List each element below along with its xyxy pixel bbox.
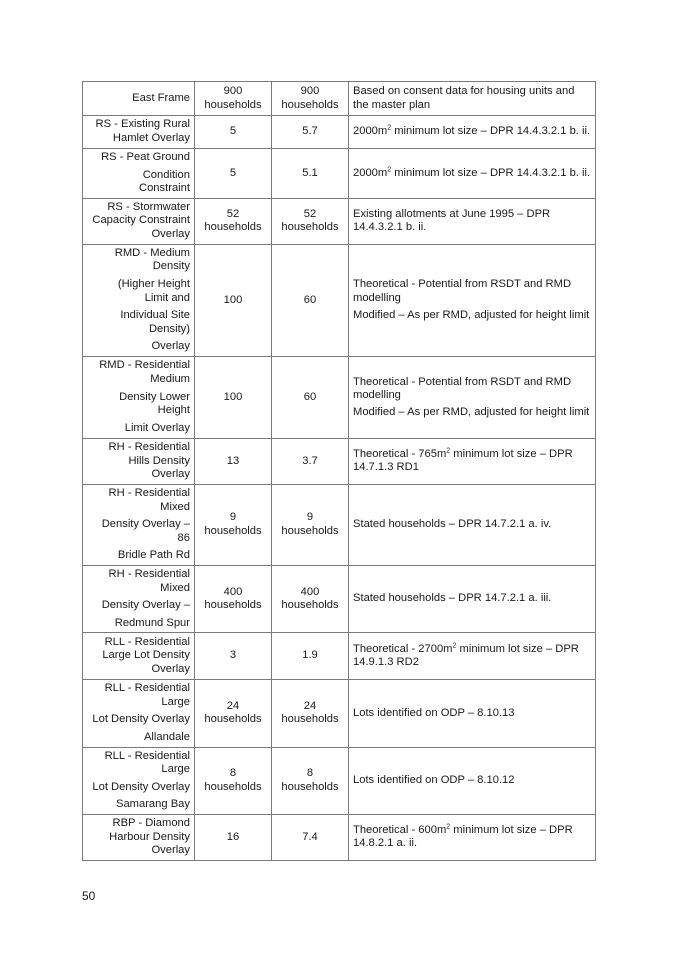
zone-line: 86	[177, 531, 190, 544]
modified-cell	[272, 633, 349, 680]
notes-cell	[349, 356, 596, 438]
notes-cell	[349, 565, 596, 632]
notes-cell	[349, 747, 596, 814]
zone-line: RS - Stormwater	[107, 200, 190, 213]
value-line: households	[204, 221, 262, 234]
table-row	[83, 815, 596, 861]
zone-line: Density	[152, 260, 190, 273]
table-row	[83, 484, 596, 565]
superscript: 2	[387, 165, 392, 173]
superscript: 2	[387, 124, 392, 132]
value-line: 60	[303, 293, 317, 306]
zone-line: RH - Residential	[108, 567, 190, 580]
potential-cell	[195, 116, 272, 149]
zone-cell	[83, 438, 195, 484]
value-line: households	[281, 524, 339, 537]
value-line: 7.4	[302, 830, 318, 843]
zone-line: (Higher Height	[117, 277, 190, 290]
note-paragraph	[353, 774, 591, 788]
zone-cell	[83, 484, 195, 565]
value-line: households	[204, 780, 262, 793]
zone-cell	[83, 244, 195, 356]
zone-line: Lot Density Overlay	[92, 780, 190, 793]
value-line: households	[204, 713, 262, 726]
zone-line: Condition	[142, 168, 190, 181]
superscript: 2	[452, 641, 457, 649]
note-text: Theoretical - 600m	[353, 823, 447, 836]
zone-cell	[83, 747, 195, 814]
potential-cell	[195, 680, 272, 747]
zone-line: Samarang Bay	[115, 798, 190, 811]
note-paragraph	[353, 309, 591, 323]
potential-cell	[195, 149, 272, 199]
modified-cell	[272, 82, 349, 116]
note-text: Modified – As per RMD, adjusted for height limit	[353, 405, 590, 418]
value-line: households	[281, 98, 339, 111]
note-paragraph	[353, 85, 591, 112]
note-paragraph	[353, 376, 591, 403]
note-paragraph	[353, 125, 591, 139]
zone-density-table	[82, 81, 596, 861]
zone-line: Overlay	[151, 663, 190, 676]
zone-line: Overlay	[151, 228, 190, 241]
zone-line: RMD - Medium	[114, 246, 190, 259]
zone-line: Density Lower	[119, 390, 190, 403]
zone-line: Redmund Spur	[114, 616, 190, 629]
zone-line: Hills Density	[128, 454, 190, 467]
note-text: Lots identified on ODP – 8.10.12	[353, 774, 515, 787]
modified-cell	[272, 680, 349, 747]
modified-cell	[272, 244, 349, 356]
note-paragraph	[353, 278, 591, 305]
note-text: Theoretical - 765m	[353, 447, 447, 460]
value-line: 3	[229, 649, 237, 662]
zone-line: Constraint	[139, 182, 190, 195]
value-line: households	[204, 599, 262, 612]
value-line: 24	[226, 699, 240, 712]
zone-line: Height	[157, 404, 190, 417]
value-line: 5	[229, 125, 237, 138]
value-line: households	[281, 713, 339, 726]
zone-line: Hamlet Overlay	[112, 132, 190, 144]
zone-line: RMD - Residential	[99, 359, 190, 372]
zone-cell	[83, 815, 195, 861]
value-line: 400	[300, 585, 320, 598]
value-line: 52	[226, 207, 240, 220]
zone-line: Bridle Path Rd	[117, 549, 190, 562]
value-line: households	[281, 599, 339, 612]
value-line: 3.7	[302, 454, 318, 467]
zone-line: Large	[161, 695, 190, 708]
table-row	[83, 356, 596, 438]
notes-cell	[349, 82, 596, 116]
note-paragraph	[353, 592, 591, 606]
zone-line: RLL - Residential	[104, 635, 190, 648]
value-line: 400	[223, 585, 243, 598]
page-number: 50	[82, 889, 96, 903]
potential-cell	[195, 438, 272, 484]
value-line: 100	[223, 390, 243, 403]
table-body	[83, 82, 596, 861]
note-text: Theoretical - 2700m	[353, 642, 453, 655]
note-text: Lots identified on ODP – 8.10.13	[353, 706, 515, 719]
note-text: minimum lot size – DPR 14.9.1.3 RD2	[353, 642, 579, 669]
zone-cell	[83, 633, 195, 680]
zone-line: Individual Site	[120, 309, 190, 322]
zone-line: Large Lot Density	[102, 649, 190, 662]
zone-line: Density)	[148, 322, 190, 335]
note-text: minimum lot size – DPR 14.7.1.3 RD1	[353, 447, 573, 474]
modified-cell	[272, 565, 349, 632]
potential-cell	[195, 356, 272, 438]
zone-line: Lot Density Overlay	[92, 713, 190, 726]
table-row	[83, 149, 596, 199]
zone-line: East Frame	[132, 91, 190, 104]
value-line: 5	[229, 166, 237, 179]
potential-cell	[195, 565, 272, 632]
note-text: Stated households – DPR 14.7.2.1 a. iii.	[353, 592, 552, 605]
modified-cell	[272, 747, 349, 814]
table-row	[83, 747, 596, 814]
notes-cell	[349, 633, 596, 680]
table-row	[83, 633, 596, 680]
zone-line: RH - Residential	[108, 441, 190, 454]
zone-line: RS - Existing Rural	[95, 118, 190, 131]
modified-cell	[272, 438, 349, 484]
superscript: 2	[446, 823, 451, 831]
notes-cell	[349, 198, 596, 244]
zone-line: Overlay	[151, 844, 190, 857]
note-paragraph	[353, 208, 591, 235]
note-paragraph	[353, 448, 591, 475]
table-row	[83, 438, 596, 484]
value-line: 52	[303, 207, 317, 220]
note-text: Theoretical - Potential from RSDT and RMD modelling	[353, 278, 572, 305]
value-line: 900	[300, 84, 320, 97]
table-row	[83, 565, 596, 632]
value-line: 900	[223, 84, 243, 97]
zone-line: RS - Peat Ground	[101, 151, 190, 163]
note-text: minimum lot size – DPR 14.4.3.2.1 b. ii.	[391, 125, 591, 138]
note-text: 2000m	[353, 166, 388, 179]
zone-line: Density Overlay –	[101, 518, 190, 531]
zone-line: Mixed	[160, 581, 190, 594]
zone-cell	[83, 680, 195, 747]
potential-cell	[195, 633, 272, 680]
zone-line: RLL - Residential	[104, 749, 190, 762]
modified-cell	[272, 484, 349, 565]
value-line: 5.7	[302, 125, 318, 138]
table-row	[83, 244, 596, 356]
notes-cell	[349, 149, 596, 199]
value-line: 5.1	[302, 166, 318, 179]
notes-cell	[349, 244, 596, 356]
modified-cell	[272, 356, 349, 438]
potential-cell	[195, 484, 272, 565]
zone-line: Limit and	[144, 291, 190, 304]
zone-cell	[83, 198, 195, 244]
value-line: 8	[229, 767, 237, 780]
note-paragraph	[353, 167, 591, 181]
zone-cell	[83, 116, 195, 149]
value-line: households	[281, 780, 339, 793]
potential-cell	[195, 244, 272, 356]
value-line: households	[204, 98, 262, 111]
note-text: minimum lot size – DPR 14.8.2.1 a. ii.	[353, 823, 573, 850]
notes-cell	[349, 680, 596, 747]
modified-cell	[272, 149, 349, 199]
zone-line: Medium	[150, 373, 190, 386]
zone-cell	[83, 565, 195, 632]
table-row	[83, 82, 596, 116]
zone-line: Harbour Density	[109, 830, 190, 843]
modified-cell	[272, 815, 349, 861]
notes-cell	[349, 484, 596, 565]
note-text: Theoretical - Potential from RSDT and RMD modelling	[353, 375, 572, 402]
notes-cell	[349, 116, 596, 149]
value-line: 16	[226, 830, 240, 843]
potential-cell	[195, 198, 272, 244]
value-line: households	[281, 221, 339, 234]
value-line: 1.9	[302, 649, 318, 662]
table-row	[83, 116, 596, 149]
zone-line: RLL - Residential	[104, 682, 190, 695]
value-line: 9	[306, 511, 314, 524]
value-line: 24	[303, 699, 317, 712]
note-text: Modified – As per RMD, adjusted for height limit	[353, 308, 590, 321]
zone-line: RH - Residential	[108, 486, 190, 499]
modified-cell	[272, 116, 349, 149]
note-text: minimum lot size – DPR 14.4.3.2.1 b. ii.	[391, 166, 591, 179]
potential-cell	[195, 747, 272, 814]
note-paragraph	[353, 707, 591, 721]
note-text: 2000m	[353, 125, 388, 138]
superscript: 2	[446, 447, 451, 455]
potential-cell	[195, 815, 272, 861]
modified-cell	[272, 198, 349, 244]
note-paragraph	[353, 518, 591, 532]
table-row	[83, 680, 596, 747]
note-paragraph	[353, 643, 591, 670]
zone-line: Overlay	[151, 468, 190, 481]
notes-cell	[349, 815, 596, 861]
zone-line: Overlay	[151, 340, 190, 353]
potential-cell	[195, 82, 272, 116]
zone-line: RBP - Diamond	[112, 817, 190, 830]
zone-line: Large	[161, 763, 190, 776]
value-line: 60	[303, 390, 317, 403]
zone-line: Allandale	[143, 731, 190, 744]
value-line: households	[204, 524, 262, 537]
zone-cell	[83, 82, 195, 116]
zone-line: Mixed	[160, 500, 190, 513]
note-text: Based on consent data for housing units and the master plan	[353, 84, 575, 111]
note-paragraph	[353, 824, 591, 851]
note-paragraph	[353, 406, 591, 420]
notes-cell	[349, 438, 596, 484]
value-line: 100	[223, 293, 243, 306]
zone-line: Density Overlay –	[101, 599, 190, 612]
note-text: Stated households – DPR 14.7.2.1 a. iv.	[353, 518, 552, 531]
zone-line: Limit Overlay	[124, 421, 190, 434]
value-line: 9	[229, 511, 237, 524]
value-line: 13	[226, 454, 240, 467]
table-row	[83, 198, 596, 244]
value-line: 8	[306, 767, 314, 780]
note-text: Existing allotments at June 1995 – DPR 14.4.3.2.1 b. ii.	[353, 207, 551, 234]
zone-line: Capacity Constraint	[92, 214, 190, 227]
zone-cell	[83, 149, 195, 199]
zone-cell	[83, 356, 195, 438]
